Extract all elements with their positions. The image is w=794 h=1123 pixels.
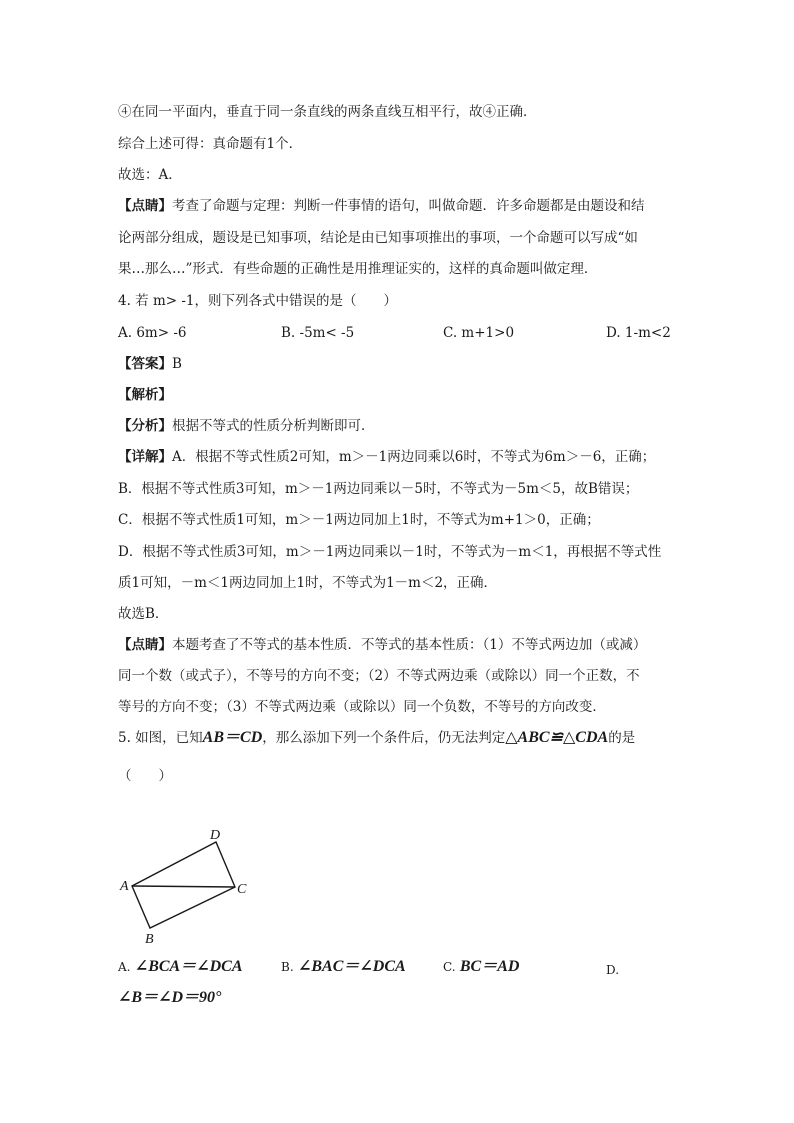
q5-opt-a-math: ∠BCA＝∠DCA <box>134 958 243 975</box>
q5-option-a <box>118 957 243 977</box>
answer-tag: 【答案】 <box>118 356 172 372</box>
q5-stem-a: 5. 如图，已知 <box>118 730 203 746</box>
q4-stem: 4. 若 m> -1，则下列各式中错误的是（ ） <box>118 293 398 309</box>
note-line-1 <box>118 196 645 216</box>
text-line-2: 综合上述可得：真命题有1个． <box>118 136 303 152</box>
note-text: 考查了命题与定理：判断一件事情的语句，叫做命题．许多命题都是由题设和结 <box>172 198 645 214</box>
q5-option-b <box>281 957 406 977</box>
q4-analysis-tag: 【解析】 <box>118 387 172 403</box>
q4-fenxi <box>118 416 375 436</box>
label-b: B <box>145 932 154 947</box>
text-line-5: 论两部分组成，题设是已知事项，结论是由已知事项推出的事项，一个命题可以写成“如 <box>118 230 638 246</box>
q5-option-d-label: D. <box>606 963 620 977</box>
text-line-1: ④在同一平面内，垂直于同一条直线的两条直线互相平行，故④正确． <box>118 104 537 120</box>
q4-option-c: C. m+1>0 <box>443 325 515 341</box>
q4-option-d: D. 1-m<2 <box>606 325 671 341</box>
q5-opt-d-math: ∠B＝∠D＝90° <box>118 989 222 1006</box>
q4-option-a: A. 6m> -6 <box>118 325 187 341</box>
q5-option-c <box>443 957 519 977</box>
detail-tag: 【详解】 <box>118 449 172 465</box>
q5-option-d <box>118 988 221 1008</box>
text-line-3: 故选：A． <box>118 167 182 183</box>
label-d: D <box>210 828 221 843</box>
q5-paren: （ ） <box>118 768 172 784</box>
text-line-6: 果…那么…”形式．有些命题的正确性是用推理证实的，这样的真命题叫做定理． <box>118 261 598 277</box>
q5-stem-b: ，那么添加下列一个条件后，仍无法判定 <box>262 730 506 746</box>
q4-note-1 <box>118 635 646 655</box>
q5-opt-a-label: A. <box>118 960 131 974</box>
figure-quadrilateral <box>132 842 235 928</box>
q5-math-congruent: △ABC≌△CDA <box>505 729 609 746</box>
fenxi-text: 根据不等式的性质分析判断即可． <box>172 418 375 434</box>
q4-detail-5: 质1可知，－m＜1两边同加上1时，不等式为1－m＜2，正确． <box>118 575 498 591</box>
q4-option-b: B. -5m< -5 <box>281 325 355 341</box>
q4-detail-4: D．根据不等式性质3可知，m＞－1两边同乘以－1时，不等式为－m＜1，再根据不等式性 <box>118 544 662 560</box>
figure-diagonal-ac <box>132 886 235 887</box>
q4-detail-1 <box>118 447 655 467</box>
q4-answer <box>118 354 182 374</box>
q5-math-ab-cd: AB＝CD <box>202 729 263 746</box>
q4-detail-3: C．根据不等式性质1可知，m＞－1两边同加上1时，不等式为m+1＞0，正确； <box>118 512 600 528</box>
q4-note-2: 同一个数（或式子），不等号的方向不变；（2）不等式两边乘（或除以）同一个正数，不 <box>118 668 640 684</box>
q4-choose: 故选B． <box>118 606 169 622</box>
note-tag: 【点睛】 <box>118 198 172 214</box>
q5-stem <box>118 728 635 748</box>
label-a: A <box>120 879 129 894</box>
q5-opt-c-math: BC＝AD <box>459 958 520 975</box>
q4-note-text: 本题考查了不等式的基本性质．不等式的基本性质：（1）不等式两边加（或减） <box>172 637 647 653</box>
detail-text-1: A．根据不等式性质2可知，m＞－1两边同乘以6时，不等式为6m＞－6，正确； <box>172 449 656 465</box>
q5-opt-b-label: B. <box>281 960 294 974</box>
q4-detail-2: B．根据不等式性质3可知，m＞－1两边同乘以－5时，不等式为－5m＜5，故B错误； <box>118 481 639 497</box>
q5-figure <box>110 820 270 950</box>
q4-note-3: 等号的方向不变；（3）不等式两边乘（或除以）同一个负数，不等号的方向改变． <box>118 699 606 715</box>
q5-opt-c-label: C. <box>443 960 456 974</box>
label-c: C <box>237 882 247 897</box>
answer-value: B <box>172 356 182 372</box>
fenxi-tag: 【分析】 <box>118 418 172 434</box>
q4-note-tag: 【点睛】 <box>118 637 172 653</box>
q5-stem-c: 的是 <box>608 730 636 746</box>
q5-opt-b-math: ∠BAC＝∠DCA <box>297 958 406 975</box>
